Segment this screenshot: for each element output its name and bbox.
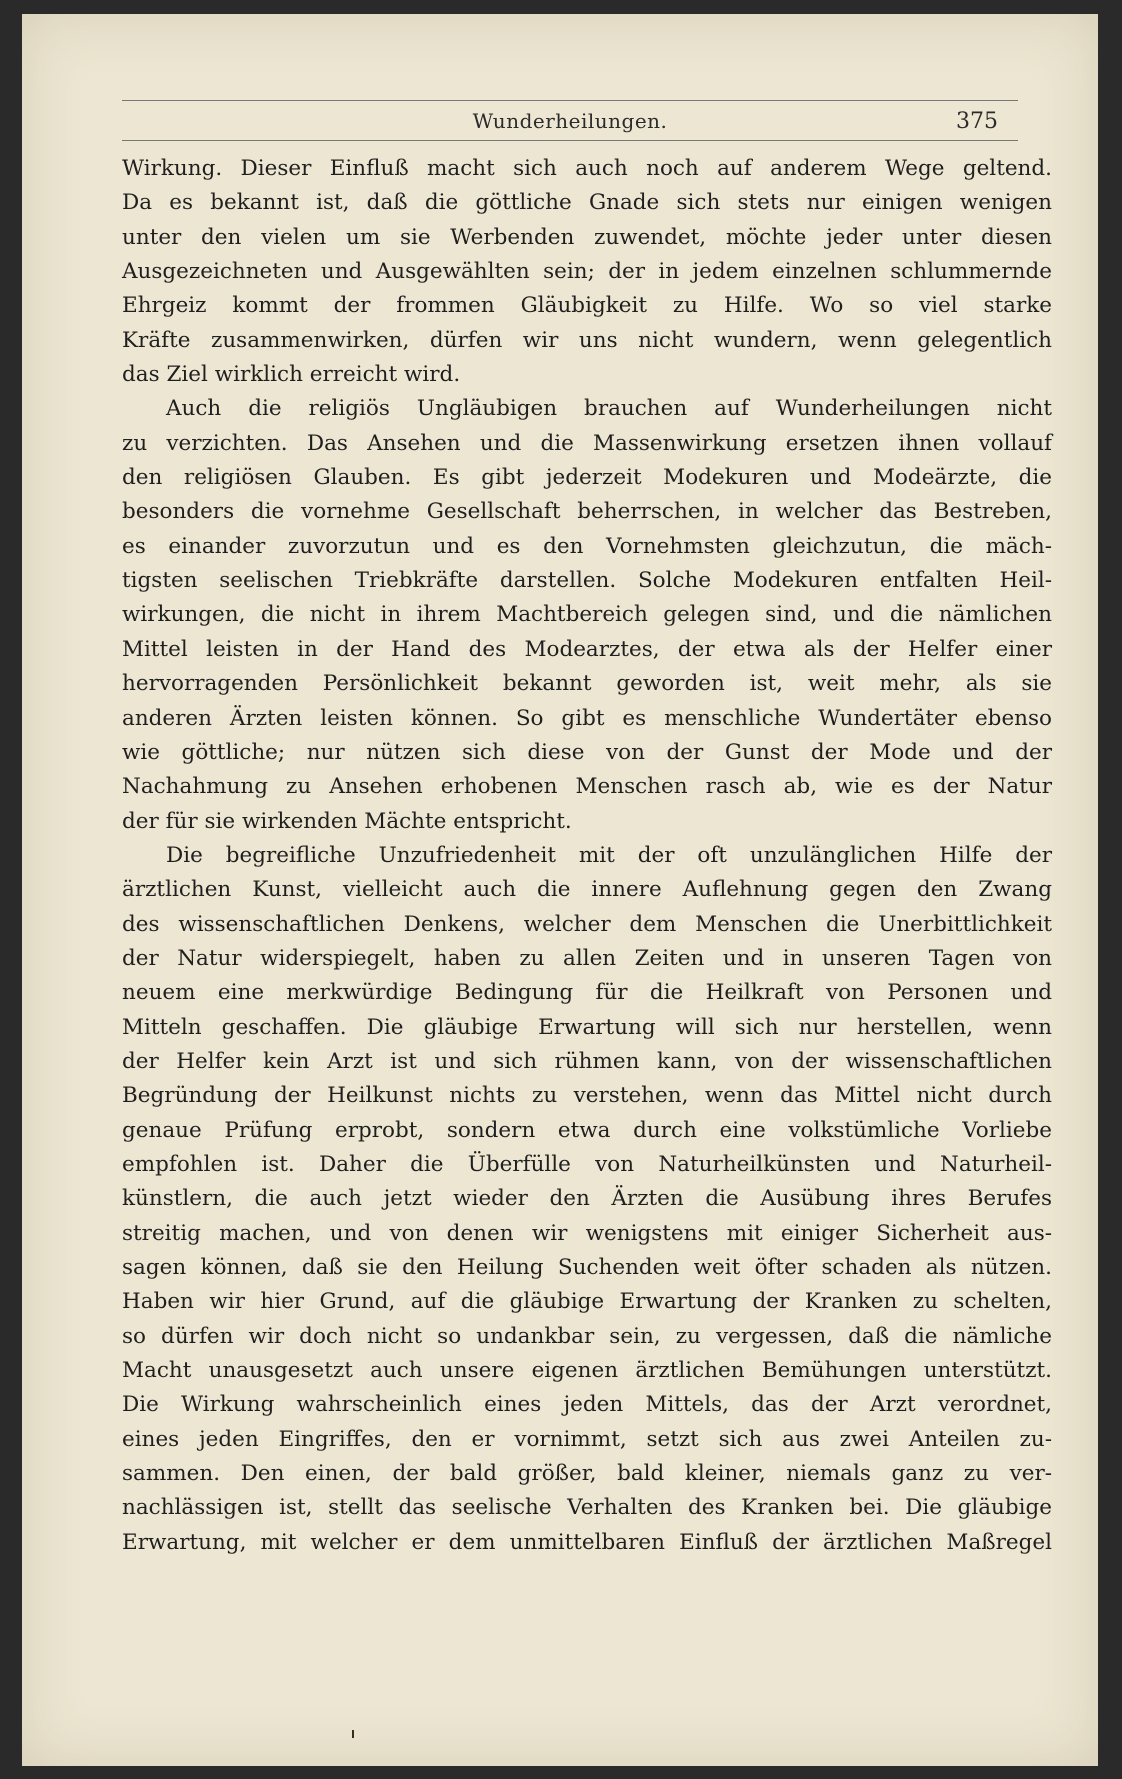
text-line: genaue Prüfung erprobt, sondern etwa durch eine volkstümliche Vorliebe (122, 1117, 1052, 1143)
text-line: Auch die religiös Ungläubigen brauchen auf Wunderheilungen nicht (166, 396, 1052, 422)
text-line: den religiösen Glauben. Es gibt jederzeit Modekuren und Modeärzte, die (122, 465, 1052, 491)
text-line: besonders die vornehme Gesellschaft beherrschen, in welcher das Bestreben, (122, 499, 1052, 525)
text-line: Mitteln geschaffen. Die gläubige Erwartung will sich nur herstellen, wenn (122, 1014, 1052, 1040)
text-line: sammen. Den einen, der bald größer, bald kleiner, niemals ganz zu ver- (122, 1461, 1052, 1487)
text-line: Begründung der Heilkunst nichts zu verstehen, wenn das Mittel nicht durch (122, 1083, 1052, 1109)
text-line: eines jeden Eingriffes, den er vornimmt, setzt sich aus zwei Anteilen zu- (122, 1426, 1052, 1452)
text-line: Ehrgeiz kommt der frommen Gläubigkeit zu Hilfe. Wo so viel starke (122, 293, 1052, 319)
text-line: neuem eine merkwürdige Bedingung für die Heilkraft von Personen und (122, 980, 1052, 1006)
text-line: Wirkung. Dieser Einfluß macht sich auch noch auf anderem Wege geltend. (122, 156, 1052, 181)
text-line: der Natur widerspiegelt, haben zu allen Zeiten und in unseren Tagen von (122, 945, 1052, 971)
ink-mark (352, 1730, 354, 1738)
text-line: künstlern, die auch jetzt wieder den Ärzten die Ausübung ihres Berufes (122, 1186, 1052, 1212)
text-line: Ausgezeichneten und Ausgewählten sein; der in jedem einzelnen schlummernde (122, 259, 1052, 285)
text-line: Erwartung, mit welcher er dem unmittelbaren Einfluß der ärztlichen Maßregel (122, 1529, 1052, 1555)
text-line: wie göttliche; nur nützen sich diese von der Gunst der Mode und der (122, 739, 1052, 765)
text-line: zu verzichten. Das Ansehen und die Massenwirkung ersetzen ihnen vollauf (122, 430, 1052, 456)
body-text (122, 152, 1052, 1560)
running-header (122, 100, 1018, 141)
text-line: des wissenschaftlichen Denkens, welcher dem Menschen die Unerbittlichkeit (122, 911, 1052, 937)
text-line: Kräfte zusammenwirken, dürfen wir uns nicht wundern, wenn gelegentlich (122, 327, 1052, 353)
text-line: Die begreifliche Unzufriedenheit mit der oft unzulänglichen Hilfe der (166, 842, 1052, 868)
running-title: Wunderheilungen. (472, 109, 668, 133)
text-line: Nachahmung zu Ansehen erhobenen Menschen rasch ab, wie es der Natur (122, 774, 1052, 800)
page-number: 375 (956, 109, 998, 134)
text-line: Haben wir hier Grund, auf die gläubige Erwartung der Kranken zu schelten, (122, 1289, 1052, 1315)
text-line: nachlässigen ist, stellt das seelische Verhalten des Kranken bei. Die gläubige (122, 1495, 1052, 1521)
text-line: tigsten seelischen Triebkräfte darstellen. Solche Modekuren entfalten Heil- (122, 568, 1052, 594)
text-line: hervorragenden Persönlichkeit bekannt geworden ist, weit mehr, als sie (122, 671, 1052, 697)
text-line: streitig machen, und von denen wir wenigstens mit einiger Sicherheit aus- (122, 1220, 1052, 1246)
text-line: anderen Ärzten leisten können. So gibt es menschliche Wundertäter ebenso (122, 705, 1052, 731)
text-line: der für sie wirkenden Mächte entspricht. (122, 808, 572, 834)
text-line: Mittel leisten in der Hand des Modearztes, der etwa als der Helfer einer (122, 636, 1052, 662)
text-line: unter den vielen um sie Werbenden zuwendet, möchte jeder unter diesen (122, 224, 1052, 250)
text-line: wirkungen, die nicht in ihrem Machtbereich gelegen sind, und die nämlichen (122, 602, 1052, 628)
text-line: empfohlen ist. Daher die Überfülle von Naturheilkünsten und Naturheil- (122, 1151, 1052, 1177)
text-line: ärztlichen Kunst, vielleicht auch die innere Auflehnung gegen den Zwang (122, 877, 1052, 903)
text-line: Macht unausgesetzt auch unsere eigenen ärztlichen Bemühungen unterstützt. (122, 1358, 1052, 1384)
text-line: das Ziel wirklich erreicht wird. (122, 362, 461, 388)
text-line: der Helfer kein Arzt ist und sich rühmen kann, von der wissenschaftlichen (122, 1048, 1052, 1074)
text-line: sagen können, daß sie den Heilung Suchenden weit öfter schaden als nützen. (122, 1255, 1052, 1280)
text-line: Da es bekannt ist, daß die göttliche Gnade sich stets nur einigen wenigen (122, 190, 1052, 216)
text-line: es einander zuvorzutun und es den Vornehmsten gleichzutun, die mäch- (122, 533, 1052, 559)
text-line: so dürfen wir doch nicht so undankbar sein, zu vergessen, daß die nämliche (122, 1323, 1052, 1349)
text-line: Die Wirkung wahrscheinlich eines jeden Mittels, das der Arzt verordnet, (122, 1392, 1052, 1418)
book-page (22, 14, 1098, 1766)
header-rule (122, 140, 1018, 141)
